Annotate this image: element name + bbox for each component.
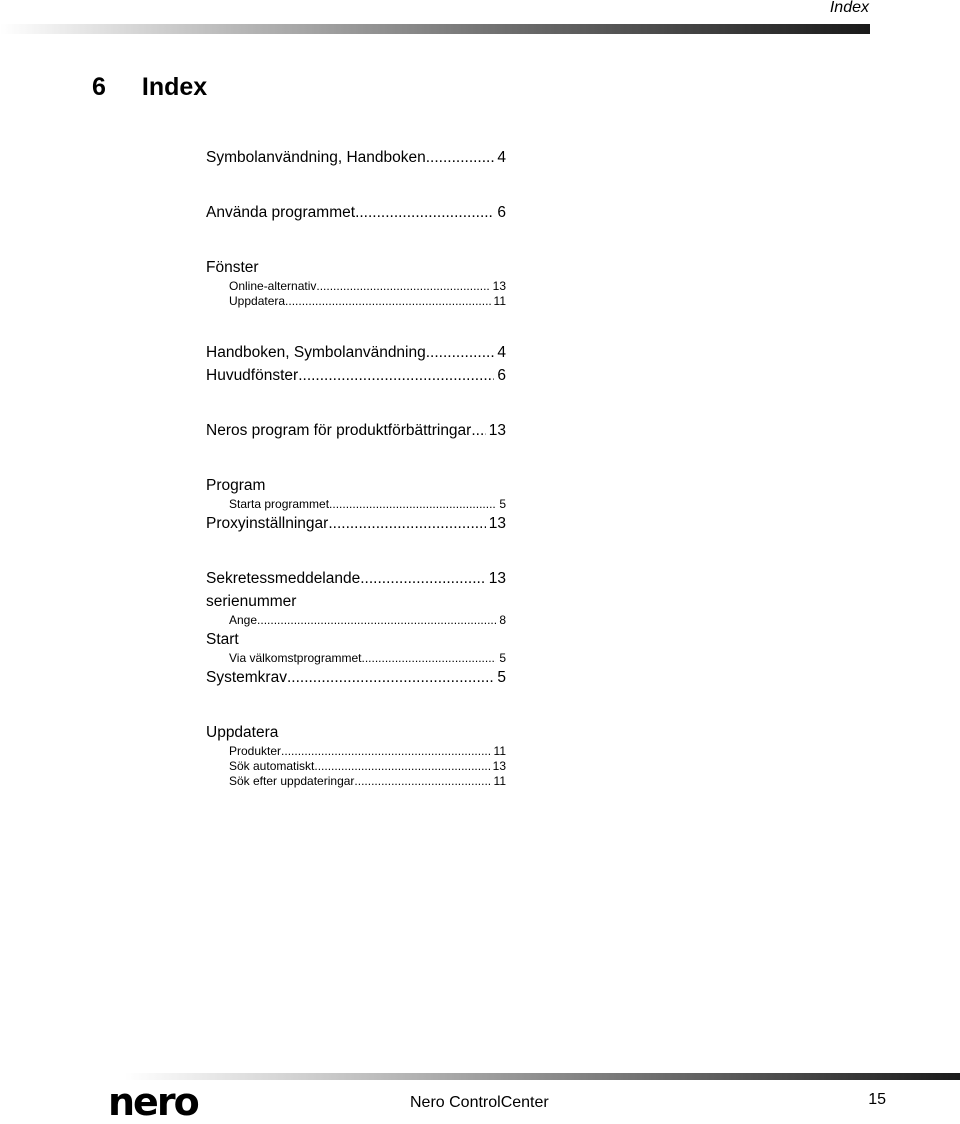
chapter-heading (92, 73, 207, 102)
dot-leader (314, 759, 489, 774)
index-page-ref: 5 (499, 497, 506, 511)
dot-leader (281, 744, 491, 759)
index-subentry (206, 497, 506, 512)
index-heading: Fönster (206, 259, 259, 276)
index-entry (206, 146, 506, 169)
dot-leader (362, 651, 497, 666)
index-subentry (206, 774, 506, 789)
index-spacer (206, 442, 506, 474)
dot-leader (355, 201, 494, 224)
index-term: Systemkrav (206, 669, 287, 686)
index-term: Ange (229, 613, 258, 627)
dot-leader (329, 497, 496, 512)
index-term: Sekretessmeddelande (206, 570, 361, 587)
index-subentry (206, 613, 506, 628)
index-subentry (206, 279, 506, 294)
index-heading: Program (206, 477, 266, 494)
index-page-ref: 13 (492, 759, 506, 773)
dot-leader (471, 419, 485, 442)
dot-leader (285, 294, 490, 309)
index-entry (206, 341, 506, 364)
header-rule (0, 24, 870, 34)
index-term: Starta programmet (229, 497, 330, 511)
index-spacer (206, 169, 506, 201)
index-term: Produkter (229, 744, 282, 758)
index-subentry (206, 759, 506, 774)
index-term: Sök efter uppdateringar (229, 774, 355, 788)
index-page-ref: 11 (493, 774, 506, 788)
index-page-ref: 13 (488, 515, 506, 532)
index-page-ref: 11 (493, 294, 506, 308)
dot-leader (360, 567, 486, 590)
index-entry (206, 201, 506, 224)
running-header-label: Index (829, 0, 869, 16)
dot-leader (354, 774, 490, 789)
index-entry (206, 666, 506, 689)
index-term: Använda programmet (206, 204, 356, 221)
index-heading: Start (206, 631, 239, 648)
index-list (206, 146, 506, 789)
dot-leader (426, 146, 495, 169)
index-page-ref: 6 (497, 367, 506, 384)
index-spacer (206, 689, 506, 721)
index-page-ref: 13 (492, 279, 506, 293)
index-term: Huvudfönster (206, 367, 299, 384)
dot-leader (316, 279, 489, 294)
dot-leader (328, 512, 485, 535)
chapter-title: Index (141, 73, 208, 101)
index-spacer (206, 309, 506, 341)
footer-rule (125, 1073, 960, 1080)
dot-leader (287, 666, 494, 689)
index-term: Sök automatiskt (229, 759, 315, 773)
index-term: Neros program för produktförbättringar (206, 422, 472, 439)
dot-leader (426, 341, 495, 364)
dot-leader (257, 613, 496, 628)
index-heading: Uppdatera (206, 724, 279, 741)
index-page-ref: 6 (497, 204, 506, 221)
index-page-ref: 5 (497, 669, 506, 686)
index-page-ref: 13 (488, 570, 506, 587)
chapter-number: 6 (92, 73, 106, 101)
index-page-ref: 4 (497, 344, 506, 361)
index-page-ref: 4 (497, 149, 506, 166)
index-entry (206, 567, 506, 590)
index-entry (206, 364, 506, 387)
index-term: Online-alternativ (229, 279, 317, 293)
product-name: Nero ControlCenter (410, 1094, 549, 1111)
index-page-ref: 5 (499, 651, 506, 665)
index-page-ref: 11 (493, 744, 506, 758)
nero-logo: nero (108, 1080, 198, 1124)
index-spacer (206, 224, 506, 256)
index-term: Uppdatera (229, 294, 286, 308)
index-term: Proxyinställningar (206, 515, 329, 532)
index-term: Symbolanvändning, Handboken (206, 149, 426, 166)
index-page-ref: 8 (499, 613, 506, 627)
index-subentry (206, 651, 506, 666)
index-term: Handboken, Symbolanvändning (206, 344, 426, 361)
index-term: Via välkomstprogrammet (229, 651, 362, 665)
index-subentry (206, 744, 506, 759)
page-number: 15 (868, 1091, 886, 1108)
index-heading: serienummer (206, 593, 297, 610)
index-entry (206, 419, 506, 442)
index-spacer (206, 535, 506, 567)
index-subentry (206, 294, 506, 309)
dot-leader (298, 364, 494, 387)
index-entry (206, 512, 506, 535)
index-page-ref: 13 (488, 422, 506, 439)
index-spacer (206, 387, 506, 419)
